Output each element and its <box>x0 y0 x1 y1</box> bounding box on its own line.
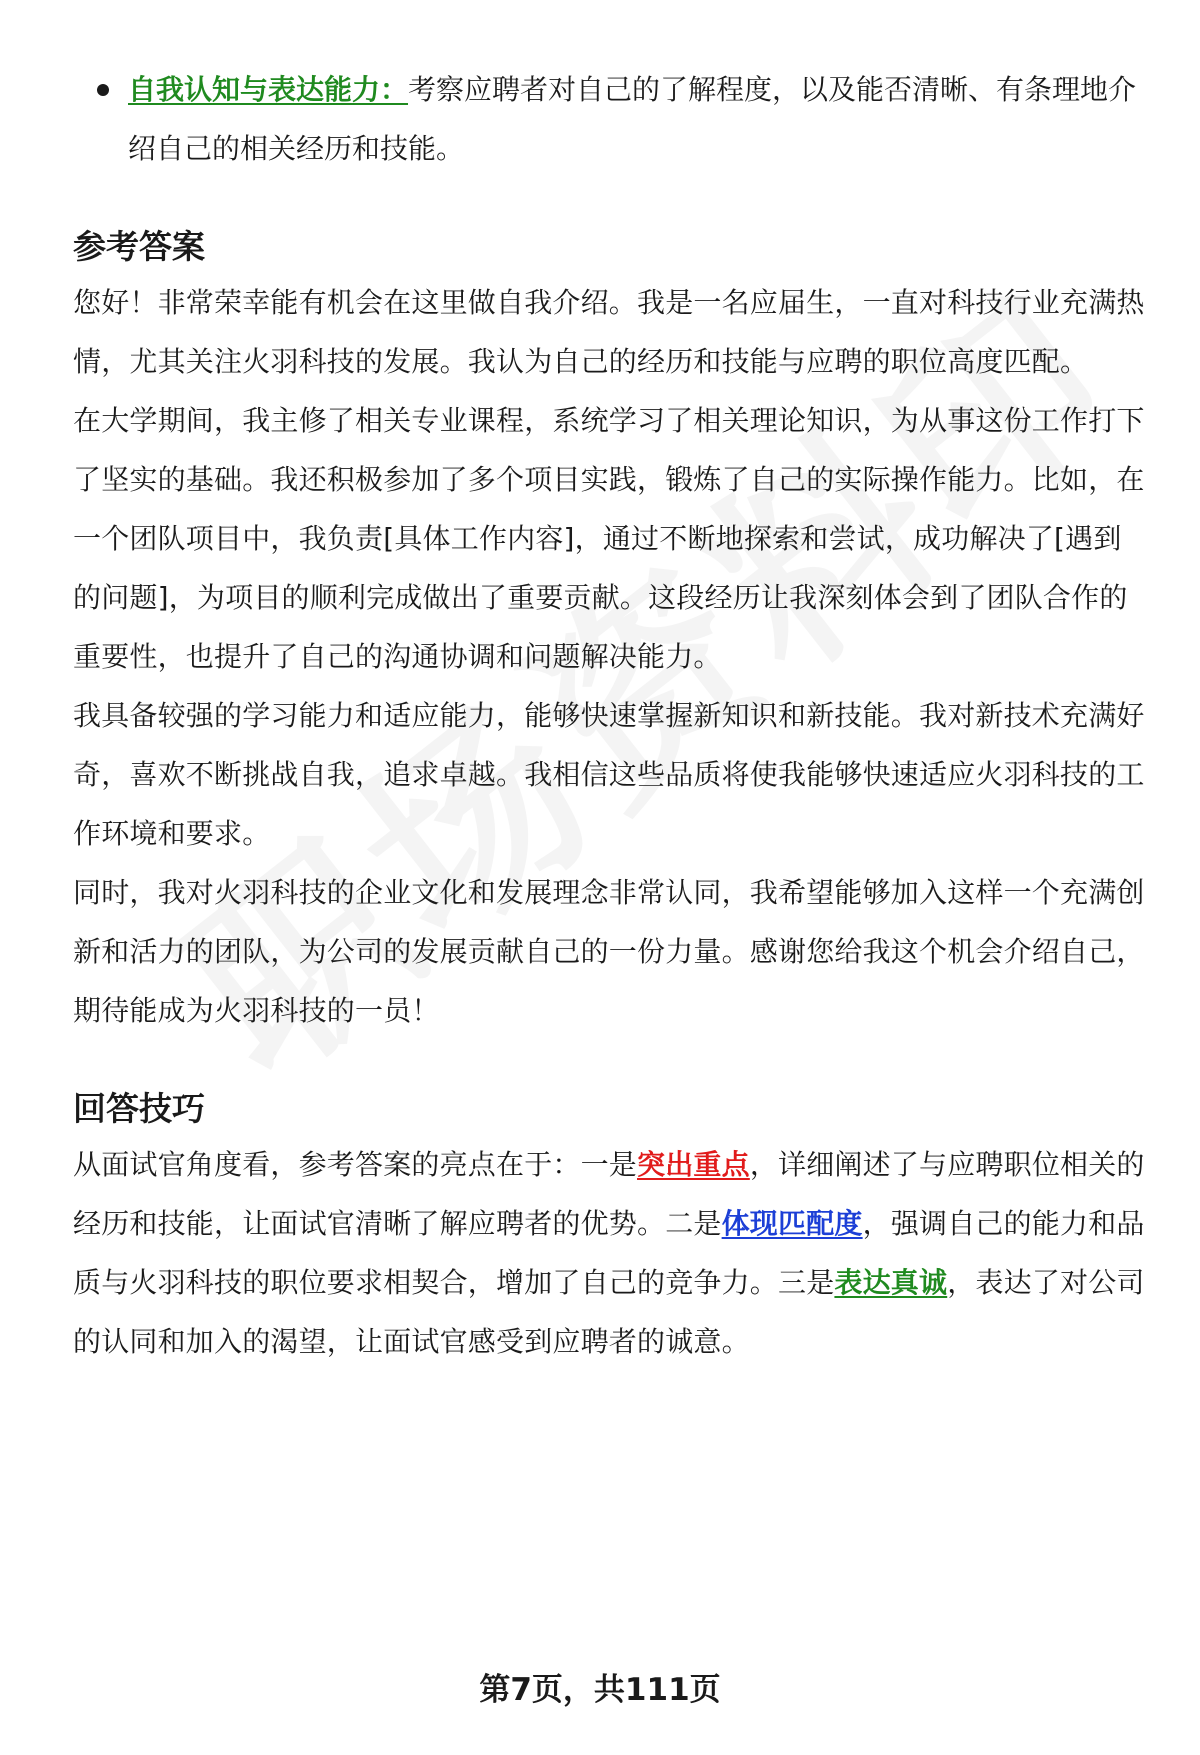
reference-paragraph-4: 同时，我对火羽科技的企业文化和发展理念非常认同，我希望能够加入这样一个充满创新和活力的团队，为公司的发展贡献自己的一份力量。感谢您给我这个机会介绍自己，期待能成为火羽科技的一员！ <box>73 876 1145 1027</box>
section-heading-reference-answer: 参考答案 <box>73 227 205 266</box>
tips-text-2: ，详细阐述了与应聘职位相关的经历和技能，让面试官清晰了解应聘者的优势。二是 <box>73 1148 1145 1240</box>
tips-text-1: 从面试官角度看，参考答案的亮点在于：一是 <box>73 1148 638 1181</box>
tips-keyword-match: 体现匹配度 <box>721 1207 863 1240</box>
bullet-text: 考察应聘者对自己的了解程度，以及能否清晰、有条理地介绍自己的相关经历和技能。 <box>128 73 1137 165</box>
section-heading-answer-tips: 回答技巧 <box>73 1089 205 1128</box>
bullet-keyword: 自我认知与表达能力： <box>128 73 409 106</box>
page-content <box>73 60 1145 1371</box>
reference-paragraph-2: 在大学期间，我主修了相关专业课程，系统学习了相关理论知识，为从事这份工作打下了坚实的基础。我还积极参加了多个项目实践，锻炼了自己的实际操作能力。比如，在一个团队项目中，我负责[具体工作内容]，通过不断地探索和尝试，成功解决了[遇到的问题]，为项目的顺利完成做出了重要贡献。这段经历让我深刻体会到了团队合作的重要性，也提升了自己的沟通协调和问题解决能力。 <box>73 404 1145 673</box>
tips-paragraph <box>73 1135 1145 1371</box>
tips-text-3: ，强调自己的能力和品质与火羽科技的职位要求相契合，增加了自己的竞争力。三是 <box>73 1207 1145 1299</box>
tips-keyword-highlight: 突出重点 <box>637 1148 750 1181</box>
reference-paragraph-1: 您好！非常荣幸能有机会在这里做自我介绍。我是一名应届生，一直对科技行业充满热情，尤其关注火羽科技的发展。我认为自己的经历和技能与应聘的职位高度匹配。 <box>73 286 1145 378</box>
bullet-item-self-awareness <box>73 60 1145 178</box>
page-number-footer: 第7页，共111页 <box>479 1672 721 1708</box>
tips-text-4: ，表达了对公司的认同和加入的渴望，让面试官感受到应聘者的诚意。 <box>73 1266 1145 1358</box>
reference-paragraph-3: 我具备较强的学习能力和适应能力，能够快速掌握新知识和新技能。我对新技术充满好奇，喜欢不断挑战自我，追求卓越。我相信这些品质将使我能够快速适应火羽科技的工作环境和要求。 <box>73 699 1145 850</box>
tips-keyword-sincere: 表达真诚 <box>834 1266 948 1299</box>
bullet-dot-icon <box>97 84 109 96</box>
